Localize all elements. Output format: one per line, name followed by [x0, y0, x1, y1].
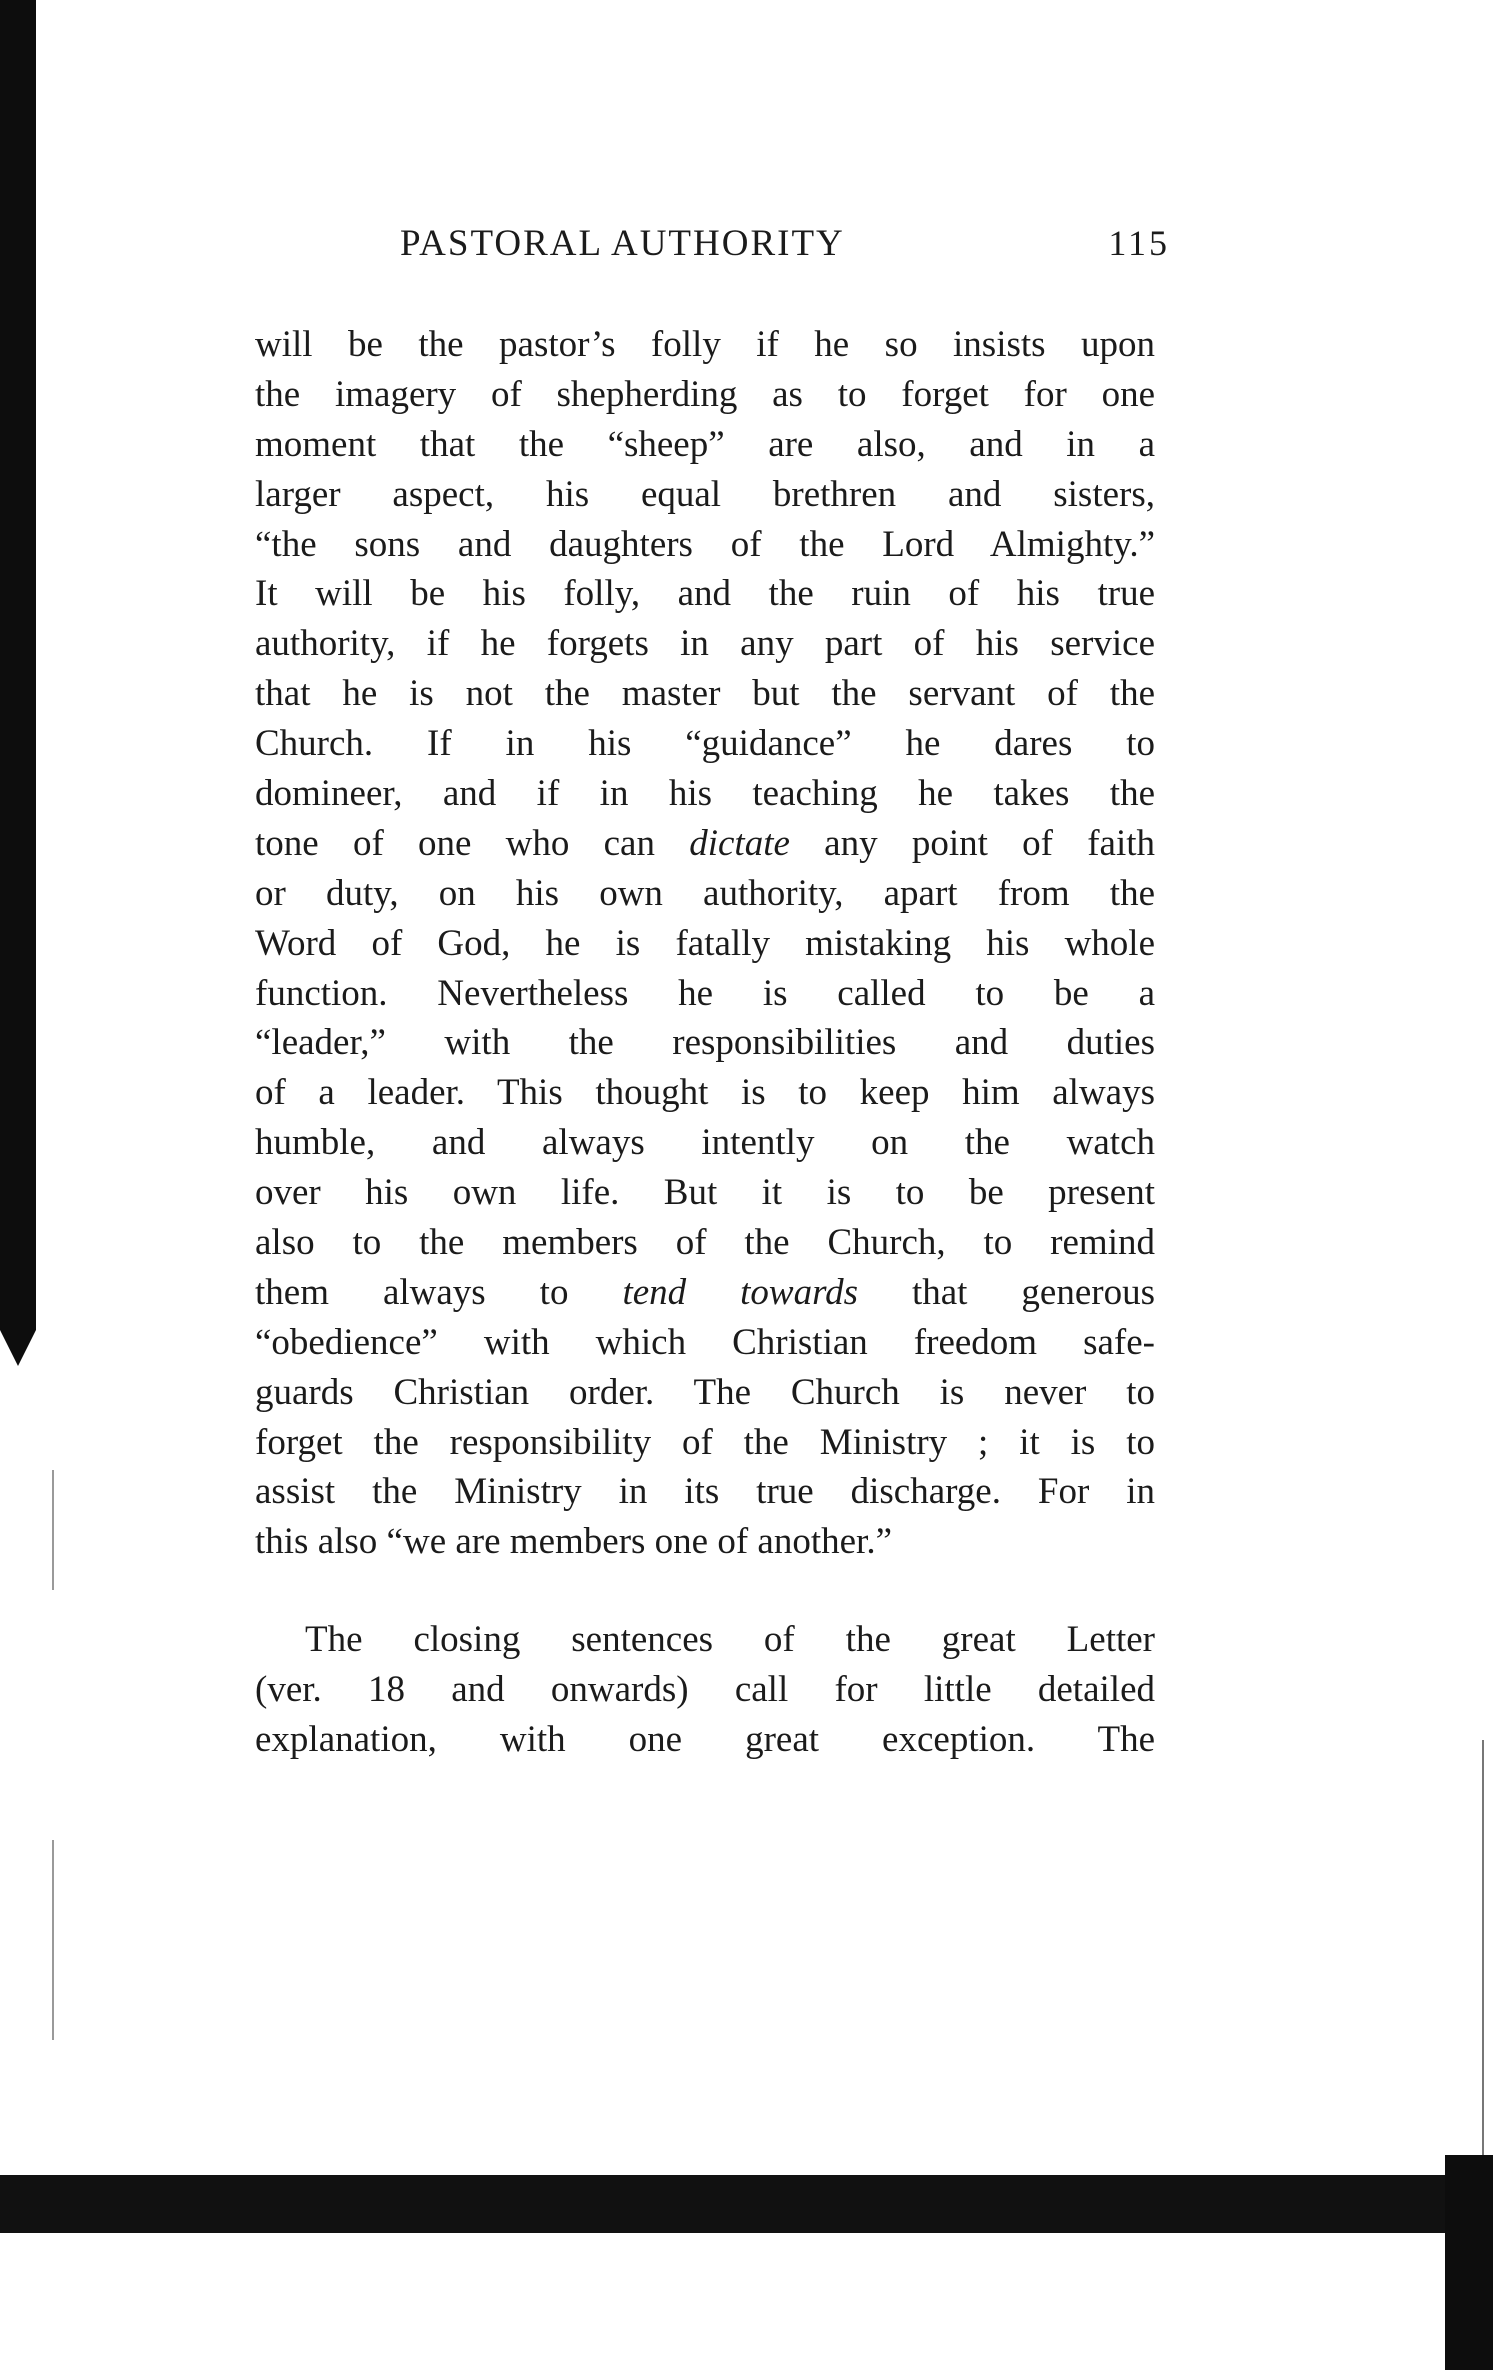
text-line: “the sons and daughters of the Lord Almighty.” — [255, 523, 1155, 565]
text-line: (ver. 18 and onwards) call for little detailed — [255, 1669, 1155, 1711]
text-line: function. Nevertheless he is called to be a — [255, 972, 1155, 1014]
text-line: them always to tend towards that generous — [255, 1271, 1155, 1313]
text-line: of a leader. This thought is to keep him always — [255, 1072, 1155, 1114]
scan-edge-left — [0, 0, 36, 1330]
scan-mark — [1482, 1740, 1484, 2160]
text-line: explanation, with one great exception. The — [255, 1719, 1155, 1761]
text-line: or duty, on his own authority, apart from the — [255, 872, 1155, 914]
italic-emphasis: dictate — [689, 822, 790, 864]
running-head — [400, 222, 1170, 274]
text-line: larger aspect, his equal brethren and sisters, — [255, 473, 1155, 515]
text-line: this also “we are members one of another.” — [255, 1521, 892, 1563]
text-block — [255, 320, 1155, 1765]
text-line: moment that the “sheep” are also, and in a — [255, 423, 1155, 465]
text-line: over his own life. But it is to be present — [255, 1172, 1155, 1214]
running-title: PASTORAL AUTHORITY — [400, 223, 845, 264]
scan-edge-left-tail — [0, 1330, 36, 1366]
text-line: the imagery of shepherding as to forget for one — [255, 373, 1155, 415]
paragraph-2 — [255, 1615, 1155, 1765]
text-line: will be the pastor’s folly if he so insists upon — [255, 324, 1155, 365]
text-line: It will be his folly, and the ruin of his true — [255, 573, 1155, 615]
scan-edge-right — [1445, 2155, 1493, 2370]
page-number: 115 — [1108, 223, 1170, 263]
scan-mark — [52, 1470, 54, 1590]
text-line: The closing sentences of the great Letter — [305, 1619, 1155, 1661]
italic-emphasis: tend towards — [622, 1271, 858, 1313]
text-line: also to the members of the Church, to remind — [255, 1222, 1155, 1264]
text-line: forget the responsibility of the Ministry ; it is to — [255, 1421, 1155, 1463]
text-line: humble, and always intently on the watch — [255, 1122, 1155, 1164]
text-line: authority, if he forgets in any part of his service — [255, 623, 1155, 665]
text-line: Church. If in his “guidance” he dares to — [255, 723, 1155, 765]
text-line: Word of God, he is fatally mistaking his whole — [255, 922, 1155, 964]
text-line: “leader,” with the responsibilities and duties — [255, 1022, 1155, 1064]
scan-edge-bottom — [0, 2175, 1450, 2233]
text-line: tone of one who can dictate any point of faith — [255, 822, 1156, 864]
text-line: assist the Ministry in its true discharge. For in — [255, 1471, 1155, 1513]
text-line: “obedience” with which Christian freedom safe- — [255, 1321, 1155, 1363]
paragraph-1 — [255, 320, 1155, 1567]
text-line: that he is not the master but the servant of the — [255, 673, 1155, 715]
text-line: guards Christian order. The Church is never to — [255, 1371, 1155, 1413]
text-line: domineer, and if in his teaching he takes the — [255, 773, 1155, 815]
scan-mark — [52, 1840, 54, 2040]
